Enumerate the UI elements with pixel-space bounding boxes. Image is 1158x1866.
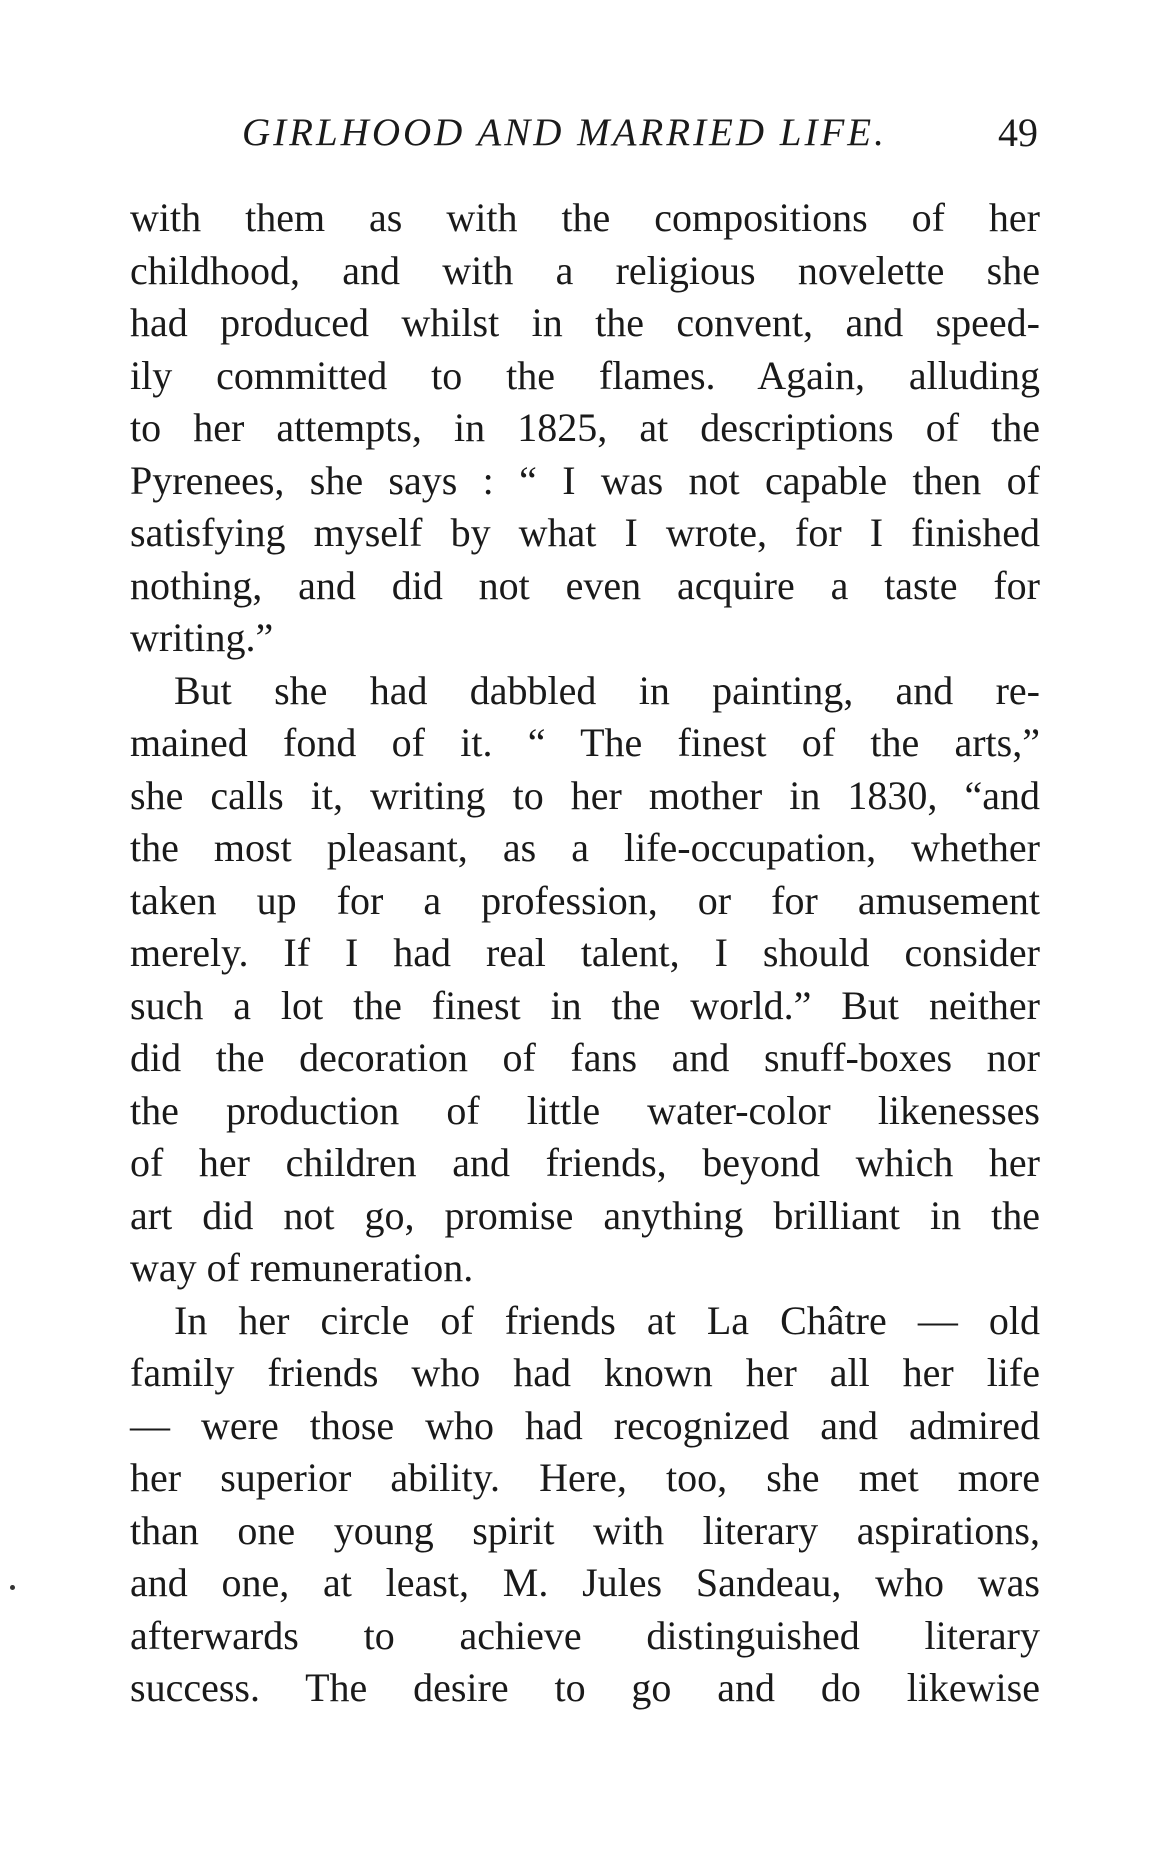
running-title: GIRLHOOD AND MARRIED LIFE. — [242, 111, 887, 154]
body-text — [130, 192, 1040, 1715]
page-number: 49 — [998, 110, 1038, 155]
text-line: and one, at least, M. Jules Sandeau, who was — [130, 1560, 1040, 1605]
text-line: Pyrenees, she says : “ I was not capable then of — [130, 457, 1040, 503]
text-line: she calls it, writing to her mother in 1830, “and — [130, 772, 1040, 818]
text-line: to her attempts, in 1825, at descriptions of the — [130, 405, 1040, 450]
text-line: childhood, and with a religious novelette she — [130, 247, 1040, 293]
text-line: But she had dabbled in painting, and re- — [174, 667, 1040, 713]
text-line: way of remuneration. — [130, 1245, 474, 1290]
text-line: success. The desire to go and do likewise — [130, 1665, 1040, 1710]
text-line: ily committed to the flames. Again, alluding — [130, 352, 1040, 398]
text-line: merely. If I had real talent, I should consider — [130, 930, 1040, 975]
ink-speck — [10, 1585, 15, 1590]
text-line: of her children and friends, beyond which her — [130, 1140, 1040, 1185]
text-line: mained fond of it. “ The finest of the arts,” — [130, 720, 1040, 765]
text-line: with them as with the compositions of her — [130, 195, 1040, 240]
text-line: art did not go, promise anything brilliant in the — [130, 1192, 1040, 1238]
text-line: the most pleasant, as a life-occupation, whether — [130, 825, 1040, 870]
text-line: had produced whilst in the convent, and speed- — [130, 300, 1040, 345]
text-line: writing.” — [130, 615, 274, 660]
text-line: her superior ability. Here, too, she met more — [130, 1455, 1040, 1500]
text-line: the production of little water-color likenesses — [130, 1087, 1040, 1133]
text-line: taken up for a profession, or for amusement — [130, 877, 1040, 923]
text-line: such a lot the finest in the world.” But neither — [130, 982, 1040, 1028]
text-line: In her circle of friends at La Châtre — old — [174, 1297, 1040, 1343]
text-line: afterwards to achieve distinguished literary — [130, 1612, 1040, 1658]
text-line: nothing, and did not even acquire a taste for — [130, 562, 1040, 608]
text-line: than one young spirit with literary aspirations, — [130, 1507, 1040, 1553]
text-line: did the decoration of fans and snuff-boxes nor — [130, 1035, 1040, 1080]
text-line: satisfying myself by what I wrote, for I finished — [130, 510, 1040, 555]
running-head — [130, 108, 1038, 158]
text-line: family friends who had known her all her life — [130, 1350, 1040, 1395]
text-line: — were those who had recognized and admired — [130, 1402, 1040, 1448]
